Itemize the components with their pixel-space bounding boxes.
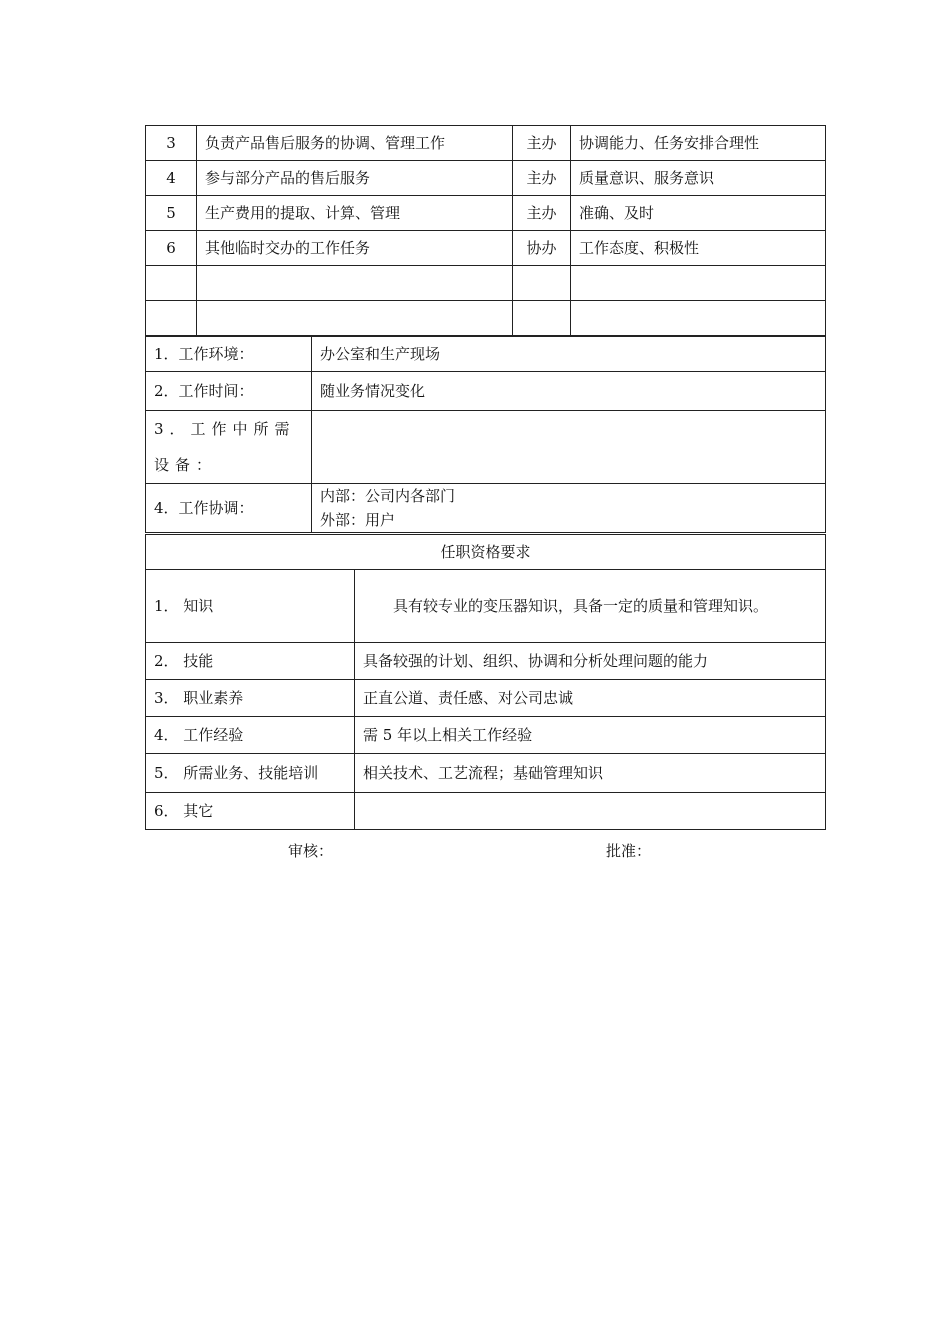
duty-criteria: 质量意识、服务意识 [571,161,826,196]
qualification-row [146,754,826,793]
work-env-row [146,337,826,372]
coordination-external: 外部：用户 [320,511,396,529]
qualification-value [355,793,826,830]
reviewer-label: 审核： [288,842,334,860]
work-time-value: 随业务情况变化 [312,372,826,411]
duty-row [146,126,826,161]
duty-row [146,266,826,301]
duty-role: 主办 [513,196,571,231]
coordination-internal: 内部：公司内各部门 [320,487,456,505]
duty-criteria: 准确、及时 [571,196,826,231]
duty-number [146,301,197,336]
equipment-label: 3．工作中所需设备： [146,411,312,484]
duty-row [146,231,826,266]
duty-task: 参与部分产品的售后服务 [197,161,513,196]
qualification-label: 1． 知识 [146,570,355,643]
qualifications-table-body [146,570,826,830]
qualification-row [146,570,826,643]
duties-table-body [146,126,826,336]
duty-row [146,196,826,231]
qualifications-title-row [146,535,826,570]
duty-number: 5 [146,196,197,231]
duty-number [146,266,197,301]
qualification-value: 需 5 年以上相关工作经验 [355,717,826,754]
qualification-row [146,643,826,680]
duty-task: 其他临时交办的工作任务 [197,231,513,266]
approver-label: 批准： [606,842,652,860]
duty-role: 协办 [513,231,571,266]
qualification-row [146,680,826,717]
qualification-value: 正直公道、责任感、对公司忠诚 [355,680,826,717]
duty-task [197,266,513,301]
coordination-row [146,484,826,533]
duty-row [146,301,826,336]
duty-role: 主办 [513,161,571,196]
duty-row [146,161,826,196]
qualifications-table [145,534,826,830]
qualification-row [146,793,826,830]
qualification-label: 5． 所需业务、技能培训 [146,754,355,793]
duty-task: 负责产品售后服务的协调、管理工作 [197,126,513,161]
duty-task [197,301,513,336]
equipment-value [312,411,826,484]
qualifications-title: 任职资格要求 [146,535,826,570]
equipment-row [146,411,826,484]
work-env-value: 办公室和生产现场 [312,337,826,372]
qualification-label: 6． 其它 [146,793,355,830]
duties-table [145,125,826,336]
duty-number: 6 [146,231,197,266]
duty-role: 主办 [513,126,571,161]
work-environment-table [145,336,826,533]
work-env-label: 1．工作环境： [146,337,312,372]
qualification-label: 3． 职业素养 [146,680,355,717]
duty-criteria [571,266,826,301]
work-time-row [146,372,826,411]
qualification-value: 相关技术、工艺流程；基础管理知识 [355,754,826,793]
duty-criteria [571,301,826,336]
duty-role [513,301,571,336]
qualification-row [146,717,826,754]
duty-number: 4 [146,161,197,196]
work-time-label: 2．工作时间： [146,372,312,411]
qualification-value: 具备较强的计划、组织、协调和分析处理问题的能力 [355,643,826,680]
qualification-value: 具有较专业的变压器知识，具备一定的质量和管理知识。 [355,570,826,643]
duty-criteria: 协调能力、任务安排合理性 [571,126,826,161]
qualification-label: 2． 技能 [146,643,355,680]
coordination-label: 4．工作协调： [146,484,312,533]
duty-role [513,266,571,301]
qualification-label: 4． 工作经验 [146,717,355,754]
duty-task: 生产费用的提取、计算、管理 [197,196,513,231]
duty-criteria: 工作态度、积极性 [571,231,826,266]
duty-number: 3 [146,126,197,161]
